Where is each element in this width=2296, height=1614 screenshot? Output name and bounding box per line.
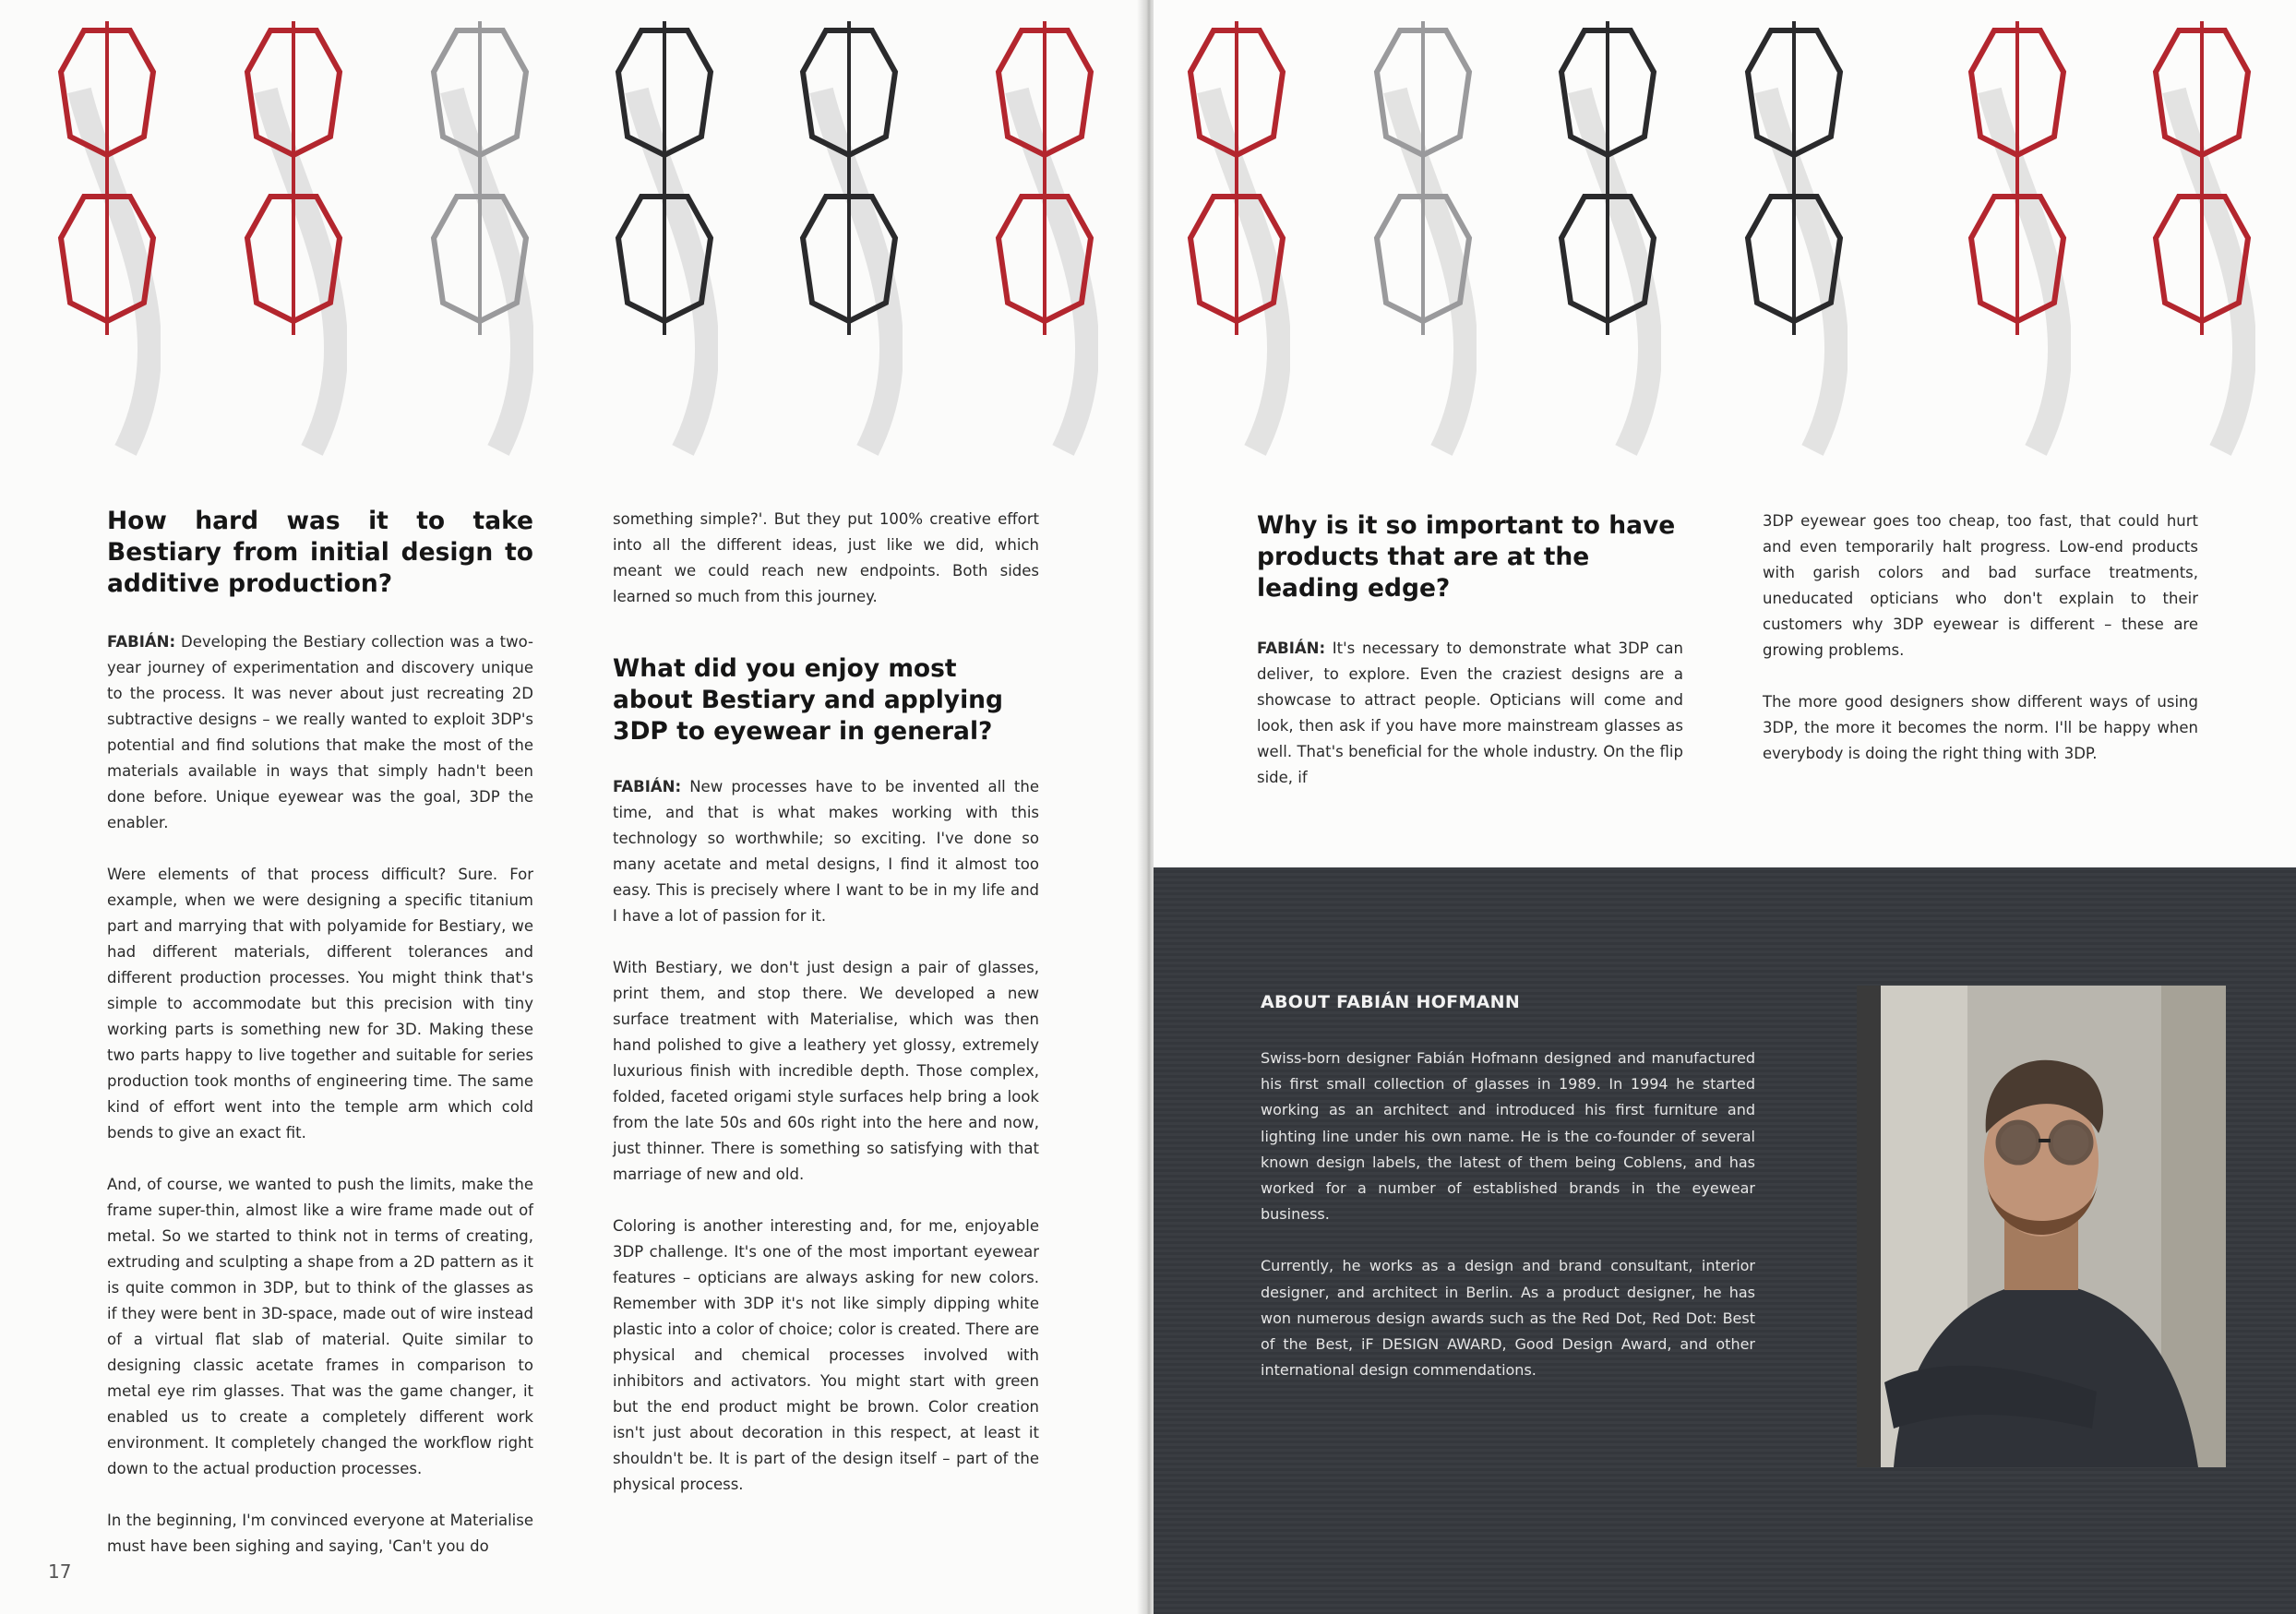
author-portrait-photo [1857, 986, 2226, 1467]
eyeglasses-image [609, 17, 718, 469]
eyeglasses-image [2147, 17, 2255, 469]
eyeglasses-image [1368, 17, 1477, 469]
paragraph [107, 862, 533, 1146]
section-heading: How hard was it to take Bestiary from initial design to additive production? [107, 507, 533, 598]
eyeglasses-image [794, 17, 903, 469]
paragraph [613, 1213, 1039, 1498]
paragraph: Swiss-born designer Fabián Hofmann designed and manufactured his first small collection of glasses in 1989. In 1994 he started working as an architect and introduced his first furniture and lighting line under his own name. He is the co-founder of several known design labels, the latest of them being Coblens, and has worked for a number of established brands in the eyewear business. [1261, 1049, 1755, 1224]
paragraph: Currently, he works as a design and brand consultant, interior designer, and architect in Berlin. As a product designer, he has won numerous design awards such as the Red Dot, Red Dot: Best of the Best, iF DESIGN AWARD, Good Design Award, and other international design commendations. [1261, 1257, 1755, 1380]
article-column [613, 774, 1039, 1524]
paragraph [107, 629, 533, 836]
paragraph-text: And, of course, we wanted to push the limits, make the frame super-thin, almost like a wire frame made out of metal. So we started to think not in terms of creating, extruding and sculpting a shape from a 2D pattern as it is quite common in 3DP, but to think of the glasses as if they were bent in 3D-space, made out of wire instead of a virtual flat slab of material. Quite similar to designing classic acetate frames in comparison to metal eye rim glasses. That was the game changer, it enabled us to create a completely different work environment. It completely changed the workflow right down to the actual production processes. [107, 1176, 533, 1477]
article-column [613, 507, 1039, 636]
paragraph: something simple?'. But they put 100% creative effort into all the different ideas, just like we did, which meant we could reach new endpoints. Both sides learned so much from this journey. [613, 510, 1039, 605]
eyeglasses-image [425, 17, 533, 469]
speaker-label: FABIÁN: [1257, 640, 1326, 657]
speaker-label: FABIÁN: [107, 633, 176, 651]
eyeglasses-image [238, 17, 347, 469]
eyeglasses-image [989, 17, 1098, 469]
eyeglasses-image [1962, 17, 2071, 469]
speaker-label: FABIÁN: [613, 778, 682, 795]
paragraph-text: Developing the Bestiary collection was a two-year journey of experimentation and discovery unique to the process. It was never about just recreating 2D subtractive designs – we really wanted to exploit 3DP's potential and find solutions that make the most of the materials available in ways that simply hadn't been done before. Unique eyewear was the goal, 3DP the enabler. [107, 633, 533, 831]
eyewear-photo-strip-right [1154, 0, 2296, 480]
left-page [0, 0, 1144, 1614]
paragraph-text: New processes have to be invented all the time, and that is what makes working with this technology so worthwhile; so exciting. I've done so many acetate and metal designs, I find it almost too easy. This is precisely where I want to be in my life and I have a lot of passion for it. [613, 778, 1039, 925]
paragraph-text: It's necessary to demonstrate what 3DP can deliver, to explore. Even the craziest designs are a showcase to attract people. Opticians will come and look, then ask if you have more mainstream glasses as well. That's beneficial for the whole industry. On the flip side, if [1257, 640, 1683, 786]
paragraph [107, 1508, 533, 1560]
paragraph-text: Were elements of that process difficult? Sure. For example, when we were designing a specific titanium part and marrying that with polyamide for Bestiary, we had different materials, different tolerances and different production processes. You might think that's simple to accommodate but this precision with tiny working parts is something new for 3D. Making these two parts happy to live together and suitable for series production took months of engineering time. The same kind of effort went into the temple arm which cold bends to give an exact fit. [107, 866, 533, 1142]
paragraph: The more good designers show different ways of using 3DP, the more it becomes the norm. I'll be happy when everybody is doing the right thing with 3DP. [1763, 693, 2198, 762]
paragraph-text: Coloring is another interesting and, for me, enjoyable 3DP challenge. It's one of the most important eyewear features – opticians are always asking for new colors. Remember with 3DP it's not like simply dipping white plastic into a color of choice; color is created. There are physical and chemical processes involved with inhibitors and activators. You might start with green but the end product might be brown. Color creation isn't just about decoration in this respect, at least it shouldn't be. It is part of the design itself – part of the physical process. [613, 1217, 1039, 1493]
paragraph [1257, 636, 1683, 791]
eyeglasses-image [52, 17, 161, 469]
paragraph [107, 1172, 533, 1482]
about-title: ABOUT FABIÁN HOFMANN [1261, 992, 1521, 1012]
right-page [1154, 0, 2296, 1614]
about-text [1261, 1046, 1755, 1409]
paragraph: 3DP eyewear goes too cheap, too fast, that could hurt and even temporarily halt progress. Low-end products with garish colors and bad surface treatments, uneducated opticians who don't explain to their customers why 3DP eyewear is different – these are growing problems. [1763, 512, 2198, 659]
section-heading: What did you enjoy most about Bestiary and applying 3DP to eyewear in general? [613, 654, 1004, 746]
paragraph [613, 774, 1039, 929]
paragraph [613, 955, 1039, 1188]
eyeglasses-image [1552, 17, 1661, 469]
page-number: 17 [48, 1560, 72, 1583]
article-column [1763, 508, 2198, 793]
paragraph-text: In the beginning, I'm convinced everyone at Materialise must have been sighing and saying, 'Can't you do [107, 1512, 533, 1555]
paragraph-text: With Bestiary, we don't just design a pair of glasses, print them, and stop there. We developed a new surface treatment with Materialise, which was then hand polished to give a leathery yet glossy, extremely luxurious finish with incredible depth. Those complex, folded, faceted origami style surfaces help bring a look from the late 50s and 60s right into the here and now, just thinner. There is something so satisfying with that marriage of new and old. [613, 959, 1039, 1183]
eyeglasses-image [1181, 17, 1290, 469]
eyeglasses-image [1739, 17, 1848, 469]
article-column [1257, 636, 1683, 817]
section-heading: Why is it so important to have products that are at the leading edge? [1257, 511, 1676, 603]
eyewear-photo-strip-left [0, 0, 1144, 480]
article-column [107, 629, 533, 1585]
